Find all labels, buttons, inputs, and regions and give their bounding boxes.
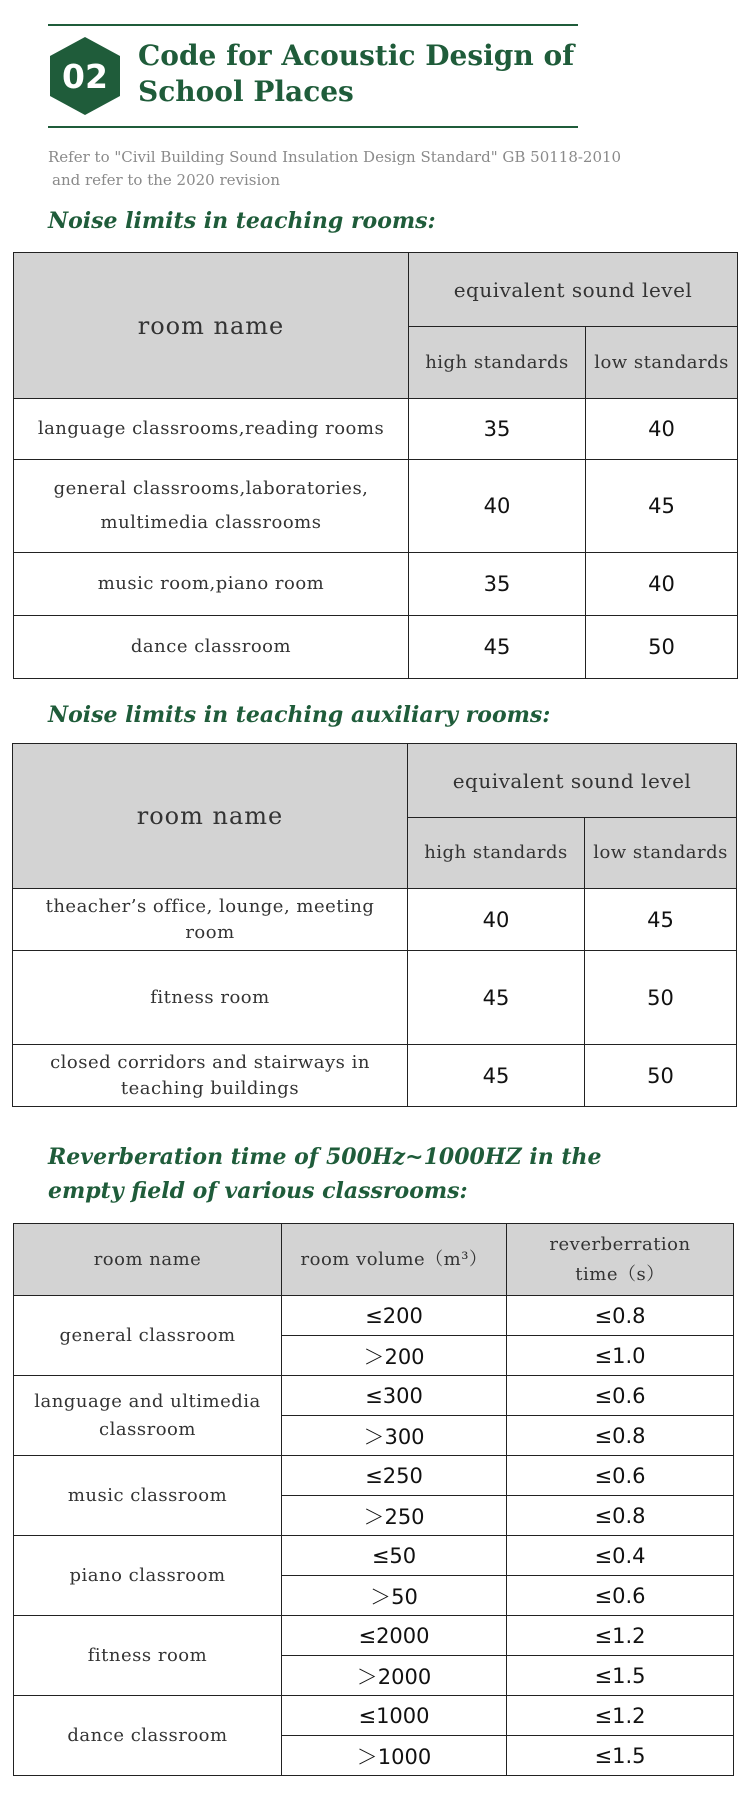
table-row xyxy=(14,1616,734,1656)
low-standard-cell: 40 xyxy=(586,399,738,460)
header-reverberation-line-1: reverberration xyxy=(549,1233,691,1255)
time-cell: ≤0.6 xyxy=(507,1576,734,1616)
header-low-standards: low standards xyxy=(585,818,737,889)
time-cell: ≤1.2 xyxy=(507,1616,734,1656)
room-name-cell: music room,piano room xyxy=(14,553,409,616)
table-row xyxy=(13,951,737,1045)
header-room-name: room name xyxy=(14,253,409,399)
auxiliary-rooms-table xyxy=(12,743,737,1107)
table-header-row xyxy=(13,744,737,818)
header-reverberation-line-2: time（s） xyxy=(575,1263,665,1285)
room-name-cell xyxy=(13,1045,408,1107)
room-name-cell: piano classroom xyxy=(14,1536,282,1616)
room-name-line: multimedia classrooms xyxy=(100,512,322,533)
room-name-cell xyxy=(14,1376,282,1456)
table-row xyxy=(14,1456,734,1496)
section-heading-text: Noise limits in teaching rooms: xyxy=(48,208,436,234)
volume-cell: ≤2000 xyxy=(282,1616,507,1656)
volume-cell: ≤50 xyxy=(282,1536,507,1576)
section-heading-line-1: Reverberation time of 500Hz~1000HZ in the xyxy=(48,1144,602,1170)
header-equivalent-sound-level: equivalent sound level xyxy=(408,744,737,818)
table-row xyxy=(13,1045,737,1107)
section-heading-teaching-rooms xyxy=(48,204,436,238)
page-title xyxy=(138,38,598,110)
high-standard-cell: 35 xyxy=(409,399,586,460)
table-row xyxy=(14,460,738,553)
volume-cell: ＞200 xyxy=(282,1336,507,1376)
room-name-line: general classrooms,laboratories, xyxy=(53,478,369,499)
high-standard-cell: 45 xyxy=(409,616,586,679)
room-name-line: teaching buildings xyxy=(120,1077,300,1099)
header-room-name: room name xyxy=(14,1224,282,1296)
room-name-line: room xyxy=(185,921,235,943)
header-high-standards: high standards xyxy=(408,818,585,889)
room-name-cell: dance classroom xyxy=(14,616,409,679)
time-cell: ≤0.6 xyxy=(507,1456,734,1496)
room-name-line: closed corridors and stairways in xyxy=(50,1051,370,1073)
table-header-row xyxy=(14,253,738,327)
reference-line-2: and refer to the 2020 revision xyxy=(52,171,280,189)
volume-cell: ＞1000 xyxy=(282,1736,507,1776)
volume-cell: ＞300 xyxy=(282,1416,507,1456)
reference-line-1: Refer to "Civil Building Sound Insulation Design Standard" GB 50118-2010 xyxy=(48,148,622,166)
room-name-cell: fitness room xyxy=(13,951,408,1045)
time-cell: ≤0.4 xyxy=(507,1536,734,1576)
room-name-cell: fitness room xyxy=(14,1616,282,1696)
low-standard-cell: 45 xyxy=(586,460,738,553)
high-standard-cell: 40 xyxy=(408,889,585,951)
volume-cell: ≤200 xyxy=(282,1296,507,1336)
section-heading-text: Noise limits in teaching auxiliary rooms: xyxy=(48,702,551,728)
header-low-standards: low standards xyxy=(586,327,738,399)
title-line-1: Code for Acoustic Design of xyxy=(138,39,575,72)
volume-cell: ≤250 xyxy=(282,1456,507,1496)
teaching-rooms-table xyxy=(13,252,738,679)
low-standard-cell: 50 xyxy=(586,616,738,679)
table-row xyxy=(14,616,738,679)
high-standard-cell: 40 xyxy=(409,460,586,553)
room-name-cell: language classrooms,reading rooms xyxy=(14,399,409,460)
room-name-cell: music classroom xyxy=(14,1456,282,1536)
room-name-cell xyxy=(14,460,409,553)
volume-cell: ＞2000 xyxy=(282,1656,507,1696)
room-name-line: theacher’s office, lounge, meeting xyxy=(45,895,375,917)
room-name-cell: dance classroom xyxy=(14,1696,282,1776)
time-cell: ≤0.8 xyxy=(507,1496,734,1536)
section-heading-line-2: empty field of various classrooms: xyxy=(48,1178,468,1204)
table-row xyxy=(14,1696,734,1736)
time-cell: ≤0.8 xyxy=(507,1296,734,1336)
reverberation-table xyxy=(13,1223,734,1776)
reference-note xyxy=(48,146,728,192)
table-row xyxy=(14,1296,734,1336)
high-standard-cell: 45 xyxy=(408,1045,585,1107)
room-name-line: language and ultimedia xyxy=(34,1390,261,1412)
low-standard-cell: 50 xyxy=(585,951,737,1045)
bottom-rule xyxy=(48,126,578,128)
low-standard-cell: 50 xyxy=(585,1045,737,1107)
room-name-cell: general classroom xyxy=(14,1296,282,1376)
header-reverberation-time xyxy=(507,1224,734,1296)
header-room-name: room name xyxy=(13,744,408,889)
time-cell: ≤1.5 xyxy=(507,1736,734,1776)
table-row xyxy=(14,399,738,460)
header-room-volume: room volume（m³） xyxy=(282,1224,507,1296)
section-heading-auxiliary-rooms xyxy=(48,698,550,732)
volume-cell: ≤300 xyxy=(282,1376,507,1416)
header-high-standards: high standards xyxy=(409,327,586,399)
header-equivalent-sound-level: equivalent sound level xyxy=(409,253,738,327)
time-cell: ≤0.8 xyxy=(507,1416,734,1456)
table-row xyxy=(14,553,738,616)
time-cell: ≤0.6 xyxy=(507,1376,734,1416)
table-header-row xyxy=(14,1224,734,1296)
top-rule xyxy=(48,24,578,26)
title-line-2: School Places xyxy=(138,75,354,108)
time-cell: ≤1.5 xyxy=(507,1656,734,1696)
low-standard-cell: 45 xyxy=(585,889,737,951)
low-standard-cell: 40 xyxy=(586,553,738,616)
section-heading-reverberation xyxy=(48,1140,602,1208)
section-number: 02 xyxy=(62,56,108,96)
table-row xyxy=(14,1376,734,1416)
high-standard-cell: 35 xyxy=(409,553,586,616)
table-row xyxy=(13,889,737,951)
table-row xyxy=(14,1536,734,1576)
room-name-cell xyxy=(13,889,408,951)
volume-cell: ＞50 xyxy=(282,1576,507,1616)
volume-cell: ＞250 xyxy=(282,1496,507,1536)
volume-cell: ≤1000 xyxy=(282,1696,507,1736)
time-cell: ≤1.0 xyxy=(507,1336,734,1376)
room-name-line: classroom xyxy=(99,1418,196,1440)
high-standard-cell: 45 xyxy=(408,951,585,1045)
time-cell: ≤1.2 xyxy=(507,1696,734,1736)
